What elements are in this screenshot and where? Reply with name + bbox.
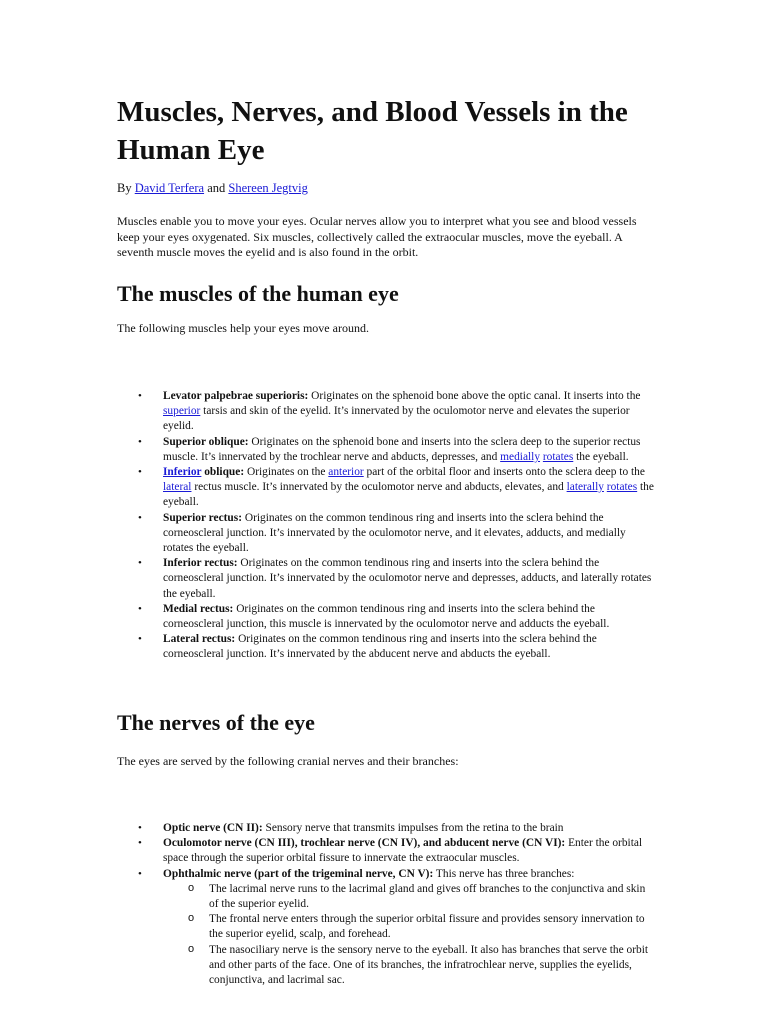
bullet: • bbox=[138, 435, 142, 448]
item-text: Enter the orbital space through the superior orbital fissure to innervate the extraocular muscles. bbox=[163, 837, 643, 865]
term-link[interactable]: medially bbox=[500, 450, 541, 463]
sub-bullet: o bbox=[188, 881, 195, 894]
term: Superior oblique: bbox=[163, 435, 249, 448]
list-item bbox=[117, 389, 657, 435]
list-item bbox=[117, 867, 657, 989]
item-text: the eyeball. bbox=[163, 481, 654, 509]
author-link-1[interactable]: David Terfera bbox=[134, 181, 205, 195]
list-item bbox=[117, 632, 657, 662]
list-item bbox=[117, 465, 657, 511]
muscles-heading: The muscles of the human eye bbox=[117, 281, 399, 306]
item-text: Originates on the bbox=[244, 466, 329, 479]
byline bbox=[117, 180, 308, 196]
bullet: • bbox=[138, 633, 142, 646]
term: Lateral rectus: bbox=[163, 633, 236, 646]
item-text: Sensory nerve that transmits impulses from the retina to the brain bbox=[262, 822, 564, 834]
list-item bbox=[117, 435, 657, 465]
page-title: Muscles, Nerves, and Blood Vessels in the Human Eye bbox=[117, 96, 628, 166]
nerves-list bbox=[117, 821, 657, 988]
sublist-item bbox=[163, 882, 657, 912]
term-link[interactable]: rotates bbox=[606, 481, 638, 494]
bullet: • bbox=[138, 511, 142, 524]
item-text: rectus muscle. It’s innervated by the oculomotor nerve and abducts, elevates, and bbox=[191, 481, 567, 494]
muscles-list bbox=[117, 389, 657, 663]
term: Inferior rectus: bbox=[163, 557, 238, 570]
item-text: the eyeball. bbox=[573, 450, 629, 463]
list-item bbox=[117, 821, 657, 836]
item-text: This nerve has three branches: bbox=[433, 867, 575, 880]
item-text: Originates on the sphenoid bone and inserts into the sclera deep to the superior rectus muscle. It’s innervated by the trochlear nerve and abducts, depresses, and bbox=[163, 435, 641, 463]
byline-and: and bbox=[207, 181, 226, 195]
byline-by: By bbox=[117, 181, 132, 195]
term: Levator palpebrae superioris: bbox=[163, 390, 309, 402]
term: oblique: bbox=[201, 466, 245, 479]
term-link[interactable]: superior bbox=[163, 405, 201, 418]
term: Superior rectus: bbox=[163, 511, 242, 524]
item-text: part of the orbital floor and inserts onto the sclera deep to the bbox=[363, 466, 645, 479]
branches-sublist bbox=[163, 882, 657, 988]
bullet: • bbox=[138, 390, 142, 402]
item-text: Originates on the sphenoid bone above the optic canal. It inserts into the bbox=[308, 390, 641, 402]
term: Medial rectus: bbox=[163, 602, 234, 615]
item-text: tarsis and skin of the eyelid. It’s innervated by the oculomotor nerve and elevates the superior eyelid. bbox=[163, 405, 630, 433]
nerves-heading: The nerves of the eye bbox=[117, 710, 315, 735]
bullet: • bbox=[138, 557, 142, 570]
item-text: Originates on the common tendinous ring and inserts into the sclera behind the corneoscleral junction. It’s innervated by the oculomotor nerve and depresses, adducts, and laterally rotates the eyeball. bbox=[163, 557, 652, 600]
term: Optic nerve (CN II): bbox=[163, 822, 263, 834]
term: Oculomotor nerve (CN III), trochlear nerve (CN IV), and abducent nerve (CN VI): bbox=[163, 837, 566, 850]
nerves-lead: The eyes are served by the following cranial nerves and their branches: bbox=[117, 754, 459, 768]
term-link[interactable]: laterally bbox=[566, 481, 604, 494]
sublist-item bbox=[163, 912, 657, 942]
muscles-lead: The following muscles help your eyes move around. bbox=[117, 321, 369, 335]
list-item bbox=[117, 556, 657, 602]
term: Ophthalmic nerve (part of the trigeminal nerve, CN V): bbox=[163, 867, 434, 880]
author-link-2[interactable]: Shereen Jegtvig bbox=[228, 181, 308, 195]
sub-item-text: The frontal nerve enters through the superior orbital fissure and provides sensory innervation to the superior eyelid, scalp, and forehead. bbox=[209, 913, 645, 941]
sub-bullet: o bbox=[188, 912, 195, 925]
bullet: • bbox=[138, 867, 142, 880]
term-link[interactable]: lateral bbox=[163, 481, 192, 494]
bullet: • bbox=[138, 602, 142, 615]
term-link[interactable]: rotates bbox=[542, 450, 574, 463]
term-link[interactable]: Inferior bbox=[163, 466, 202, 479]
list-item bbox=[117, 511, 657, 557]
list-item bbox=[117, 836, 657, 866]
bullet: • bbox=[138, 837, 142, 850]
item-text: Originates on the common tendinous ring and inserts into the sclera behind the corneoscleral junction. It’s innervated by the oculomotor nerve, and it elevates, adducts, and medially rotates the eyeball. bbox=[163, 511, 626, 555]
sub-item-text: The nasociliary nerve is the sensory nerve to the eyeball. It also has branches that serve the orbit and other parts of the face. One of its branches, the infratrochlear nerve, supplies the eyelids, conjunctiva, and lacrimal sac. bbox=[209, 943, 649, 987]
item-text: Originates on the common tendinous ring and inserts into the sclera behind the corneoscleral junction, this muscle is innervated by the oculomotor nerve and adducts the eyeball. bbox=[163, 602, 610, 631]
bullet: • bbox=[138, 466, 142, 479]
bullet: • bbox=[138, 822, 142, 834]
sub-item-text: The lacrimal nerve runs to the lacrimal gland and gives off branches to the conjunctiva and skin of the superior eyelid. bbox=[209, 882, 646, 911]
item-text: Originates on the common tendinous ring and inserts into the sclera behind the corneoscleral junction. It’s innervated by the abducent nerve and abducts the eyeball. bbox=[163, 633, 597, 661]
sublist-item bbox=[163, 943, 657, 989]
term-link[interactable]: anterior bbox=[328, 466, 364, 479]
intro-paragraph: Muscles enable you to move your eyes. Ocular nerves allow you to interpret what you see and blood vessels keep your eyes oxygenated. Six muscles, collectively called the extraocular muscles, move the eyeball. A seventh muscle moves the eyelid and is also found in the orbit. bbox=[117, 214, 637, 259]
sub-bullet: o bbox=[188, 942, 195, 955]
list-item bbox=[117, 602, 657, 632]
